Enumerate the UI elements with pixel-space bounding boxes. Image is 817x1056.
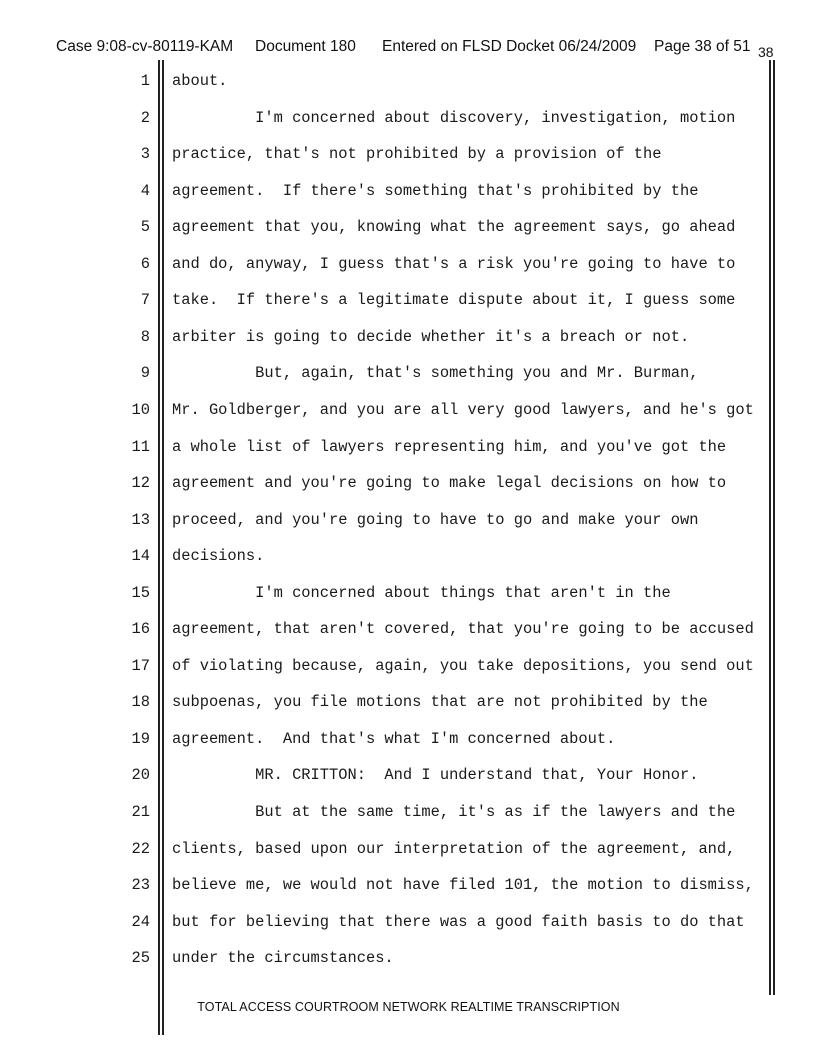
transcript-line [0,364,817,401]
transcript-footer: TOTAL ACCESS COURTROOM NETWORK REALTIME TRANSCRIPTION [197,1000,620,1014]
transcript-line [0,291,817,328]
line-text: MR. CRITTON: And I understand that, Your Honor. [172,766,699,785]
transcript-line [0,474,817,511]
transcript-line [0,109,817,146]
line-text: practice, that's not prohibited by a provision of the [172,145,662,164]
transcript-page-number: 38 [758,44,774,60]
line-number: 20 [131,766,150,785]
page-count: Page 38 of 51 [654,38,751,55]
line-number: 1 [140,72,150,90]
line-number: 9 [140,364,150,383]
line-text: clients, based upon our interpretation of the agreement, and, [172,839,736,858]
line-text: a whole list of lawyers representing him, and you've got the [172,437,727,456]
transcript-line [0,547,817,584]
transcript-line [0,145,817,182]
case-number: Case 9:08-cv-80119-KAM [56,38,234,55]
line-number: 24 [131,912,150,931]
line-number: 13 [131,510,150,529]
line-number: 15 [131,583,150,602]
line-number: 8 [140,327,150,346]
transcript-line [0,949,817,986]
line-number: 5 [140,218,150,237]
line-number: 23 [131,876,150,895]
line-number: 12 [131,474,150,493]
line-number: 25 [131,949,150,968]
transcript-line [0,255,817,292]
transcript-line [0,913,817,950]
transcript-line [0,657,817,694]
transcript-line [0,620,817,657]
line-text: agreement and you're going to make legal decisions on how to [172,474,727,493]
transcript-line [0,584,817,621]
line-number: 16 [131,620,150,639]
line-text: of violating because, again, you take depositions, you send out [172,656,754,675]
line-text: take. If there's a legitimate dispute about it, I guess some [172,291,736,310]
line-number: 11 [131,437,150,456]
line-text: I'm concerned about things that aren't in the [172,583,671,602]
line-number: 17 [131,656,150,675]
line-number: 14 [131,547,150,566]
transcript-line [0,511,817,548]
transcript-line [0,182,817,219]
line-text: believe me, we would not have filed 101, the motion to dismiss, [172,876,754,895]
transcript-line [0,401,817,438]
transcript-line [0,730,817,767]
line-text: Mr. Goldberger, and you are all very good lawyers, and he's got [172,400,754,419]
transcript-line [0,218,817,255]
line-text: proceed, and you're going to have to go and make your own [172,510,699,529]
transcript-line [0,766,817,803]
line-number: 19 [131,729,150,748]
line-text: But at the same time, it's as if the lawyers and the [172,803,736,821]
docket-entry: Entered on FLSD Docket 06/24/2009 [382,38,637,55]
line-text: agreement that you, knowing what the agreement says, go ahead [172,218,736,237]
filing-header [56,38,776,58]
line-number: 10 [131,400,150,419]
line-text: about. [172,72,228,90]
line-number: 7 [140,291,150,310]
line-number: 2 [140,108,150,127]
transcript-line [0,328,817,365]
line-text: and do, anyway, I guess that's a risk you're going to have to [172,254,736,273]
line-text: arbiter is going to decide whether it's a breach or not. [172,327,690,346]
line-number: 21 [131,803,150,821]
line-number: 18 [131,693,150,712]
line-text: decisions. [172,547,265,566]
transcript-line [0,840,817,877]
line-text: agreement, that aren't covered, that you're going to be accused [172,620,754,639]
document-number: Document 180 [255,38,356,55]
line-number: 4 [140,181,150,200]
line-text: agreement. If there's something that's prohibited by the [172,181,699,200]
line-number: 22 [131,839,150,858]
line-text: but for believing that there was a good faith basis to do that [172,912,745,931]
line-text: But, again, that's something you and Mr. Burman, [172,364,699,383]
transcript-line [0,876,817,913]
transcript-line [0,438,817,475]
line-number: 3 [140,145,150,164]
line-text: agreement. And that's what I'm concerned about. [172,729,616,748]
transcript-line [0,693,817,730]
line-text: I'm concerned about discovery, investigation, motion [172,108,736,127]
line-text: under the circumstances. [172,949,394,968]
line-number: 6 [140,254,150,273]
transcript-line [0,803,817,840]
transcript-line [0,72,817,109]
line-text: subpoenas, you file motions that are not prohibited by the [172,693,708,712]
